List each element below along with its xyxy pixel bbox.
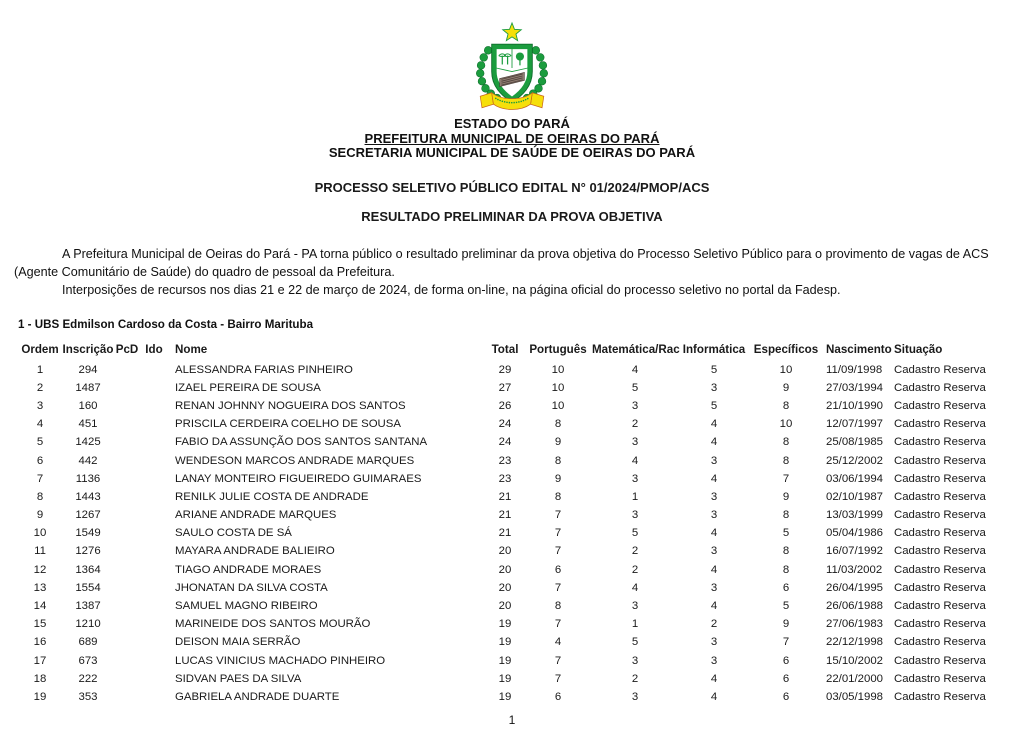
table-cell: SAULO COSTA DE SÁ <box>175 527 292 540</box>
table-row <box>18 415 1002 433</box>
table-cell: 10 <box>551 381 565 394</box>
table-cell: 10 <box>33 527 47 540</box>
table-cell: 24 <box>498 436 512 449</box>
table-cell: 20 <box>498 545 512 558</box>
table-row <box>18 597 1002 615</box>
table-cell: 15/10/2002 <box>826 654 884 667</box>
table-cell <box>114 361 140 379</box>
table-row <box>18 488 1002 506</box>
table-cell: 10 <box>779 363 793 376</box>
table-cell: 7 <box>554 618 562 631</box>
table-cell: 19 <box>33 690 47 703</box>
table-cell: 3 <box>631 472 639 485</box>
table-cell: 1 <box>36 363 44 376</box>
table-row <box>18 561 1002 579</box>
table-cell: 12/07/1997 <box>826 418 884 431</box>
table-cell: 7 <box>554 672 562 685</box>
table-row <box>18 688 1002 706</box>
table-cell: Cadastro Reserva <box>894 545 986 558</box>
table-cell: 6 <box>782 581 790 594</box>
table-cell: ALESSANDRA FARIAS PINHEIRO <box>175 363 353 376</box>
table-cell: 9 <box>36 509 44 522</box>
table-cell: SAMUEL MAGNO RIBEIRO <box>175 600 318 613</box>
table-cell: 10 <box>779 418 793 431</box>
table-cell <box>114 415 140 433</box>
table-cell: 2 <box>631 418 639 431</box>
table-cell: 7 <box>554 527 562 540</box>
table-cell <box>140 579 168 597</box>
table-cell: Cadastro Reserva <box>894 490 986 503</box>
table-row <box>18 506 1002 524</box>
table-cell: 02/10/1987 <box>826 490 884 503</box>
table-cell: 222 <box>78 672 98 685</box>
table-cell: 451 <box>78 418 98 431</box>
table-cell <box>140 597 168 615</box>
section-title: 1 - UBS Edmilson Cardoso da Costa - Bairro Marituba <box>18 317 314 331</box>
table-cell: 8 <box>782 436 790 449</box>
table-cell: 16/07/1992 <box>826 545 884 558</box>
table-cell: 1 <box>631 490 639 503</box>
table-cell: 5 <box>631 636 639 649</box>
table-cell: 3 <box>710 581 718 594</box>
table-cell: 8 <box>782 399 790 412</box>
table-cell: Cadastro Reserva <box>894 381 986 394</box>
table-cell: 11 <box>34 545 46 558</box>
table-cell: Cadastro Reserva <box>894 454 986 467</box>
table-cell: 442 <box>78 454 98 467</box>
table-cell: Cadastro Reserva <box>894 690 986 703</box>
table-cell: 3 <box>710 490 718 503</box>
table-cell <box>140 670 168 688</box>
table-cell <box>114 488 140 506</box>
table-cell: 1487 <box>75 381 101 394</box>
table-cell <box>140 524 168 542</box>
table-cell: 05/04/1986 <box>826 527 884 540</box>
table-cell: 5 <box>631 381 639 394</box>
table-cell: 26 <box>498 399 512 412</box>
column-header-10: Nascimento <box>826 343 892 356</box>
table-cell <box>114 542 140 560</box>
table-cell: 4 <box>631 581 639 594</box>
table-row <box>18 379 1002 397</box>
table-cell: 25/08/1985 <box>826 436 884 449</box>
table-cell: 8 <box>782 454 790 467</box>
table-cell: 3 <box>631 436 639 449</box>
table-cell <box>114 633 140 651</box>
table-cell: 5 <box>710 363 718 376</box>
table-cell: 3 <box>710 509 718 522</box>
table-cell: Cadastro Reserva <box>894 472 986 485</box>
table-cell: 1387 <box>75 600 101 613</box>
table-cell: 8 <box>554 454 562 467</box>
table-cell: 2 <box>631 672 639 685</box>
table-cell: 3 <box>710 381 718 394</box>
table-cell: 10 <box>551 363 565 376</box>
table-row <box>18 615 1002 633</box>
table-cell: 7 <box>36 472 44 485</box>
table-cell: 1443 <box>75 490 101 503</box>
table-cell: 689 <box>78 636 98 649</box>
table-cell: DEISON MAIA SERRÃO <box>175 636 301 649</box>
table-cell: 15 <box>33 618 47 631</box>
table-cell: 4 <box>710 472 718 485</box>
table-cell: 19 <box>498 690 512 703</box>
table-cell: LANAY MONTEIRO FIGUEIREDO GUIMARAES <box>175 472 422 485</box>
table-cell: 1 <box>631 618 639 631</box>
table-cell: 8 <box>782 545 790 558</box>
table-cell: GABRIELA ANDRADE DUARTE <box>175 690 340 703</box>
table-cell: Cadastro Reserva <box>894 654 986 667</box>
table-row <box>18 633 1002 651</box>
table-cell: 1210 <box>75 618 101 631</box>
table-cell: 12 <box>33 563 47 576</box>
table-cell <box>140 451 168 469</box>
table-cell: 4 <box>710 527 718 540</box>
table-cell: 27 <box>498 381 512 394</box>
column-header-4: Nome <box>175 343 208 356</box>
table-cell: 8 <box>554 418 562 431</box>
table-cell <box>114 688 140 706</box>
table-cell: 6 <box>782 654 790 667</box>
table-cell: FABIO DA ASSUNÇÃO DOS SANTOS SANTANA <box>175 436 428 449</box>
table-row <box>18 451 1002 469</box>
table-cell: 9 <box>782 618 790 631</box>
table-cell: 5 <box>782 600 790 613</box>
table-cell: 4 <box>710 563 718 576</box>
table-cell <box>114 397 140 415</box>
table-cell: WENDESON MARCOS ANDRADE MARQUES <box>175 454 415 467</box>
table-cell: PRISCILA CERDEIRA COELHO DE SOUSA <box>175 418 401 431</box>
table-cell: 3 <box>631 509 639 522</box>
table-cell: 27/06/1983 <box>826 618 884 631</box>
star-icon <box>503 23 522 41</box>
table-cell: 4 <box>631 363 639 376</box>
table-cell <box>140 361 168 379</box>
table-row <box>18 361 1002 379</box>
table-row <box>18 470 1002 488</box>
table-cell <box>140 561 168 579</box>
results-table <box>18 339 1002 707</box>
table-row <box>18 670 1002 688</box>
table-cell: TIAGO ANDRADE MORAES <box>175 563 322 576</box>
table-row <box>18 397 1002 415</box>
table-cell <box>114 524 140 542</box>
table-cell <box>114 506 140 524</box>
table-cell: Cadastro Reserva <box>894 672 986 685</box>
table-cell: Cadastro Reserva <box>894 418 986 431</box>
table-cell <box>140 397 168 415</box>
table-cell: 24 <box>498 418 512 431</box>
table-cell: 13 <box>33 581 47 594</box>
column-header-11: Situação <box>894 343 943 356</box>
table-cell: RENAN JOHNNY NOGUEIRA DOS SANTOS <box>175 399 406 412</box>
table-cell: Cadastro Reserva <box>894 509 986 522</box>
table-cell: 1267 <box>75 509 101 522</box>
table-cell: 11/09/1998 <box>826 363 883 376</box>
table-cell: RENILK JULIE COSTA DE ANDRADE <box>175 490 369 503</box>
table-cell <box>140 615 168 633</box>
table-cell: 19 <box>498 636 512 649</box>
table-cell: ARIANE ANDRADE MARQUES <box>175 509 337 522</box>
table-cell: Cadastro Reserva <box>894 563 986 576</box>
column-header-9: Específicos <box>753 343 819 356</box>
column-header-6: Português <box>529 343 587 356</box>
table-cell: 4 <box>631 454 639 467</box>
table-cell: 8 <box>782 563 790 576</box>
table-cell: MARINEIDE DOS SANTOS MOURÃO <box>175 618 371 631</box>
table-cell: 10 <box>551 399 565 412</box>
table-cell: 14 <box>33 600 47 613</box>
prefecture-title: PREFEITURA MUNICIPAL DE OEIRAS DO PARÁ <box>364 130 660 146</box>
table-cell: 3 <box>631 399 639 412</box>
column-header-1: Inscrição <box>62 343 114 356</box>
table-cell <box>114 615 140 633</box>
table-cell: 8 <box>782 509 790 522</box>
letterhead <box>0 117 1024 161</box>
table-cell: 7 <box>782 472 790 485</box>
table-cell: 21 <box>498 490 512 503</box>
intro-text <box>14 245 1008 299</box>
column-header-3: Ido <box>145 343 163 356</box>
table-cell: 27/03/1994 <box>826 381 884 394</box>
table-cell: 3 <box>631 654 639 667</box>
table-cell <box>114 561 140 579</box>
table-cell: 8 <box>554 490 562 503</box>
table-cell: 17 <box>33 654 47 667</box>
table-cell: 6 <box>782 690 790 703</box>
secretary-title: SECRETARIA MUNICIPAL DE SAÚDE DE OEIRAS DO PARÁ <box>328 145 696 160</box>
table-cell: 4 <box>710 672 718 685</box>
table-cell <box>140 542 168 560</box>
page-number: 1 <box>508 713 516 728</box>
shield-icon <box>492 44 533 102</box>
table-cell <box>114 579 140 597</box>
result-title: RESULTADO PRELIMINAR DA PROVA OBJETIVA <box>361 208 663 224</box>
table-cell: 19 <box>498 618 512 631</box>
table-cell: Cadastro Reserva <box>894 581 986 594</box>
table-cell: 11/03/2002 <box>826 563 883 576</box>
table-cell: SIDVAN PAES DA SILVA <box>175 672 302 685</box>
results-table-head <box>18 339 1002 361</box>
table-cell: 5 <box>631 527 639 540</box>
table-cell: 9 <box>782 490 790 503</box>
table-cell: 26/04/1995 <box>826 581 884 594</box>
table-row <box>18 542 1002 560</box>
table-cell: 1364 <box>75 563 101 576</box>
table-cell: Cadastro Reserva <box>894 399 986 412</box>
table-cell: 16 <box>33 636 47 649</box>
table-cell: 294 <box>78 363 98 376</box>
table-cell: 22/12/1998 <box>826 636 884 649</box>
table-cell: 1549 <box>75 527 101 540</box>
municipal-crest-icon <box>459 20 565 116</box>
table-cell: 03/05/1998 <box>826 690 884 703</box>
table-row <box>18 579 1002 597</box>
intro-paragraph-2: Interposições de recursos nos dias 21 e 22 de março de 2024, de forma on-line, na página oficial do processo seletivo no portal da Fadesp. <box>62 282 841 297</box>
table-cell <box>140 379 168 397</box>
table-cell: 20 <box>498 563 512 576</box>
table-cell: 4 <box>710 600 718 613</box>
table-cell: 6 <box>554 690 562 703</box>
table-cell: Cadastro Reserva <box>894 636 986 649</box>
table-cell: 7 <box>554 509 562 522</box>
table-cell: 8 <box>36 490 44 503</box>
table-cell: 03/06/1994 <box>826 472 884 485</box>
table-cell: 673 <box>78 654 98 667</box>
table-cell: IZAEL PEREIRA DE SOUSA <box>175 381 321 394</box>
table-cell: 4 <box>710 436 718 449</box>
table-cell: 4 <box>710 418 718 431</box>
table-cell: 7 <box>782 636 790 649</box>
table-cell: 7 <box>554 581 562 594</box>
header-row <box>18 339 1002 361</box>
table-cell: 160 <box>78 399 98 412</box>
column-header-2: PcD <box>115 343 139 356</box>
table-cell: 29 <box>498 363 512 376</box>
column-header-7: Matemática/Rac <box>592 343 680 356</box>
table-cell: 23 <box>498 472 512 485</box>
table-cell: 3 <box>36 399 44 412</box>
table-cell: 9 <box>782 381 790 394</box>
table-cell: 3 <box>631 690 639 703</box>
table-cell <box>114 433 140 451</box>
table-cell: 9 <box>554 472 562 485</box>
table-cell: 2 <box>710 618 718 631</box>
table-cell: 4 <box>554 636 562 649</box>
table-cell: 3 <box>631 600 639 613</box>
table-cell: 3 <box>710 654 718 667</box>
table-cell: JHONATAN DA SILVA COSTA <box>175 581 328 594</box>
table-cell <box>114 451 140 469</box>
table-cell: Cadastro Reserva <box>894 618 986 631</box>
table-cell <box>140 470 168 488</box>
table-cell: 5 <box>710 399 718 412</box>
intro-paragraph-1: A Prefeitura Municipal de Oeiras do Pará - PA torna público o resultado preliminar da prova objetiva do Processo Seletivo Público para o provimento de vagas de ACS (Agente Comunitário de Saúde) do quadro de pessoal da Prefeitura. <box>14 246 989 279</box>
table-cell: 25/12/2002 <box>826 454 884 467</box>
table-cell <box>114 470 140 488</box>
table-cell: Cadastro Reserva <box>894 363 986 376</box>
table-row <box>18 524 1002 542</box>
table-cell <box>114 597 140 615</box>
table-cell: 13/03/1999 <box>826 509 884 522</box>
document-page <box>0 20 1024 744</box>
table-cell <box>140 506 168 524</box>
table-cell: Cadastro Reserva <box>894 436 986 449</box>
table-cell: Cadastro Reserva <box>894 527 986 540</box>
table-cell: 1136 <box>75 472 101 485</box>
table-cell: 2 <box>631 563 639 576</box>
column-header-8: Informática <box>682 343 746 356</box>
table-cell <box>140 688 168 706</box>
table-cell: 4 <box>710 690 718 703</box>
table-cell: 8 <box>554 600 562 613</box>
table-cell: 23 <box>498 454 512 467</box>
table-cell: 26/06/1988 <box>826 600 884 613</box>
table-cell: 3 <box>710 545 718 558</box>
table-row <box>18 652 1002 670</box>
table-cell <box>140 633 168 651</box>
table-cell: LUCAS VINICIUS MACHADO PINHEIRO <box>175 654 386 667</box>
table-cell: 18 <box>33 672 47 685</box>
table-cell <box>114 670 140 688</box>
table-cell: 1425 <box>75 436 101 449</box>
table-cell: 4 <box>36 418 44 431</box>
table-cell: 7 <box>554 545 562 558</box>
table-cell <box>140 652 168 670</box>
table-cell: 6 <box>782 672 790 685</box>
table-cell <box>140 488 168 506</box>
column-header-5: Total <box>491 343 519 356</box>
table-cell: 22/01/2000 <box>826 672 884 685</box>
table-cell: 9 <box>554 436 562 449</box>
table-cell: 6 <box>36 454 44 467</box>
state-title: ESTADO DO PARÁ <box>454 116 570 131</box>
table-cell: 21/10/1990 <box>826 399 884 412</box>
column-header-0: Ordem <box>21 343 59 356</box>
table-row <box>18 433 1002 451</box>
table-cell: Cadastro Reserva <box>894 600 986 613</box>
table-cell: 19 <box>498 672 512 685</box>
table-cell: MAYARA ANDRADE BALIEIRO <box>175 545 335 558</box>
table-cell: 1276 <box>75 545 101 558</box>
table-cell: 21 <box>498 527 512 540</box>
table-cell: 3 <box>710 454 718 467</box>
table-cell: 6 <box>554 563 562 576</box>
table-cell <box>140 415 168 433</box>
table-cell <box>114 379 140 397</box>
table-cell: 3 <box>710 636 718 649</box>
table-cell: 353 <box>78 690 98 703</box>
table-cell: 19 <box>498 654 512 667</box>
edital-title: PROCESSO SELETIVO PÚBLICO EDITAL N° 01/2024/PMOP/ACS <box>314 179 710 195</box>
table-cell <box>114 652 140 670</box>
table-cell <box>140 433 168 451</box>
table-cell: 20 <box>498 581 512 594</box>
table-cell: 2 <box>36 381 44 394</box>
table-cell: 5 <box>782 527 790 540</box>
table-cell: 7 <box>554 654 562 667</box>
table-cell: 1554 <box>75 581 101 594</box>
table-cell: 20 <box>498 600 512 613</box>
table-cell: 2 <box>631 545 639 558</box>
results-table-body <box>18 361 1002 707</box>
table-cell: 21 <box>498 509 512 522</box>
table-cell: 5 <box>36 436 44 449</box>
